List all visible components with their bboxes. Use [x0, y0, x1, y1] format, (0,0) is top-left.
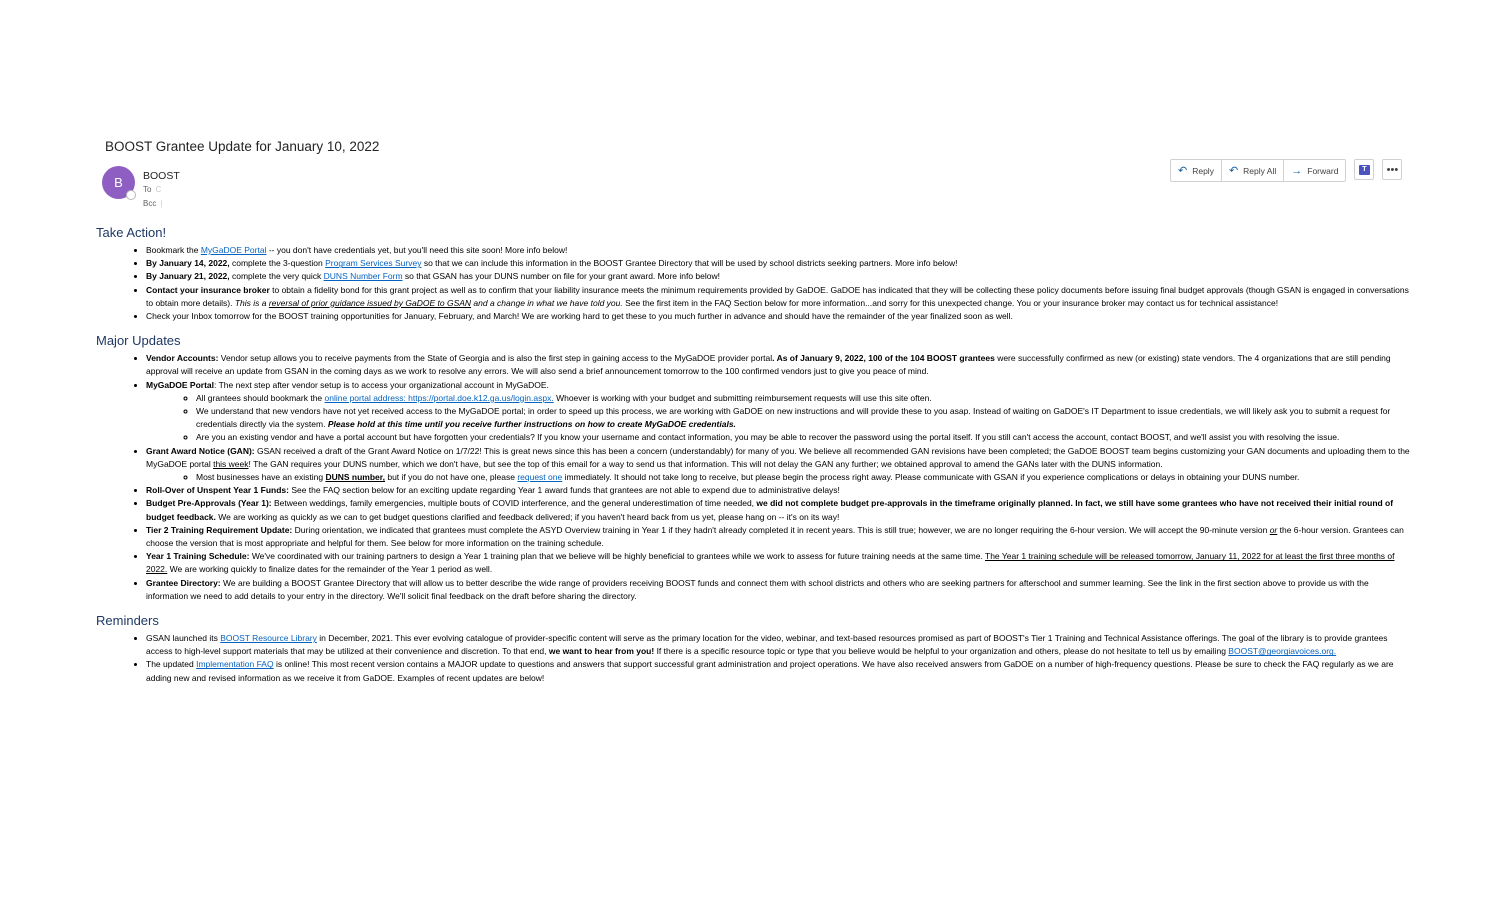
boost-resource-library-link[interactable]: BOOST Resource Library: [220, 633, 317, 644]
message-body: [96, 225, 1410, 695]
major-updates-list: [96, 352, 1410, 603]
sub-list-item: ◦ Are you an existing vendor and have a portal account but have forgotten your credentials? If you know your username and contact information, you may be able to recover the password using the portal itself. If you still can't access the account, contact BOOST, and we'll assist you with resolving the issue.: [196, 431, 1410, 444]
bcc-label: Bcc: [143, 199, 157, 208]
program-services-survey-link[interactable]: Program Services Survey: [325, 258, 422, 269]
reply-button[interactable]: ↶ Reply: [1171, 160, 1222, 181]
recipient-placeholder: C: [155, 185, 162, 194]
mygadoe-portal-link[interactable]: MyGaDOE Portal: [200, 245, 267, 255]
ellipsis-icon: •••: [1386, 163, 1399, 176]
to-line: [143, 185, 161, 194]
forward-icon: →: [1291, 164, 1303, 177]
email-subject: BOOST Grantee Update for January 10, 2022: [105, 139, 380, 154]
list-item: • GSAN launched its BOOST Resource Library in December, 2021. This ever evolving catalogue of provider-specific content will serve as the primary location for the video, webinar, and text-based resources promised as part of BOOST's Tier 1 Training and Technical Assistance offerings. The goal of the library is to provide grantees access to high-level support materials that may be utilized at their convenience and discretion. To that end, we want to hear from you! If there is a specific resource topic or type that you believe would be helpful to your organization and others, please do not hesitate to tell us by emailing BOOST@georgiavoices.org.: [146, 632, 1410, 658]
section-heading-reminders: Reminders: [96, 613, 159, 629]
reply-all-button[interactable]: ↶ Reply All: [1222, 160, 1284, 181]
reply-group: [1170, 159, 1346, 182]
forward-button[interactable]: → Forward: [1291, 164, 1339, 177]
reminders-list: [96, 632, 1410, 685]
sender-name[interactable]: BOOST: [143, 170, 180, 182]
sub-list-item: ◦ Most businesses have an existing DUNS number, but if you do not have one, please request one immediately. It should not take long to receive, but please begin the process right away. Please communicate with GSAN if you experience complications or delays in obtaining your DUNS number.: [196, 471, 1410, 484]
request-duns-link[interactable]: request one: [517, 472, 563, 483]
boost-email-link[interactable]: BOOST@georgiavoices.org.: [1228, 646, 1337, 657]
list-item: • Grantee Directory: We are building a BOOST Grantee Directory that will allow us to better describe the wide range of providers receiving BOOST funds and connect them with school districts and others who are seeking partners for afterschool and summer learning. See the link in the first section above to provide us with the information we need to add details to your entry in the directory. We'll solicit final feedback on the draft before sharing the directory.: [146, 577, 1410, 603]
teams-icon: T: [1359, 165, 1370, 175]
reply-all-icon: ↶: [1228, 165, 1239, 177]
list-item: • Bookmark the MyGaDOE Portal -- you don't have credentials yet, but you'll need this site soon! More info below!: [146, 244, 1410, 257]
bcc-line: [143, 199, 162, 208]
sub-list-item: ◦ We understand that new vendors have not yet received access to the MyGaDOE portal; in order to speed up this process, we are working with GaDOE on new instructions and will provide these to you asap. Instead of waiting on GaDOE's IT Department to issue credentials, we will likely ask you to submit a request for credentials directly via the system. Please hold at this time until you receive further instructions on how to create MyGaDOE credentials.: [196, 405, 1410, 431]
list-item: • Year 1 Training Schedule: We've coordinated with our training partners to design a Year 1 training plan that we believe will be highly beneficial to grantees while we work to assess for future training needs at the same time. The Year 1 training schedule will be released tomorrow, January 11, 2022 for at least the first three months of 2022. We are working quickly to finalize dates for the remainder of the Year 1 period as well.: [146, 550, 1410, 576]
duns-number-form-link[interactable]: DUNS Number Form: [323, 271, 403, 282]
recipient-placeholder: |: [160, 199, 163, 208]
take-action-list: [96, 244, 1410, 323]
implementation-faq-link[interactable]: Implementation FAQ: [196, 659, 274, 670]
list-item: • Tier 2 Training Requirement Update: During orientation, we indicated that grantees must complete the ASYD Overview training in Year 1 if they hadn't already completed it in recent years. This is still true; however, we are no longer requiring the 6-hour version. We will accept the 90-minute version or the 6-hour version. Grantees can choose the version that is most appropriate and helpful for them. See below for more information on the training schedule.: [146, 524, 1410, 550]
list-item: • By January 21, 2022, complete the very quick DUNS Number Form so that GSAN has your DUNS number on file for your grant award. More info below!: [146, 270, 1410, 283]
sub-list: [146, 392, 1410, 445]
more-actions-button[interactable]: [1382, 159, 1402, 180]
sub-list: [146, 471, 1410, 484]
teams-button[interactable]: [1354, 159, 1374, 180]
online-portal-link[interactable]: online portal address: https://portal.doe.k12.ga.us/login.aspx.: [324, 392, 554, 403]
list-item: • By January 14, 2022, complete the 3-question Program Services Survey so that we can include this information in the BOOST Grantee Directory that will be used by school districts seeking partners. More info below!: [146, 257, 1410, 270]
list-item: • Budget Pre-Approvals (Year 1): Between weddings, family emergencies, multiple bouts of COVID interference, and the general underestimation of time needed, we did not complete budget pre-approvals in the timeframe originally planned. In fact, we still have some grantees who have not received their initial round of budget feedback. We are working as quickly as we can to get budget questions clarified and feedback delivered; if you haven't heard back from us yet, please hang on -- it's on its way!: [146, 497, 1410, 523]
list-item: • Grant Award Notice (GAN): GSAN received a draft of the Grant Award Notice on 1/7/22! This is great news since this has been a concern (understandably) for many of you. We believe all recommended GAN revisions have been completed; the GaDOE BOOST team begins customizing your GAN documents and uploading them to the MyGaDOE portal this week! The GAN requires your DUNS number, which we don't have, but see the top of this email for a way to send us that information. This will not delay the GAN any further; we obtained approval to amend the GANs later with the DUNS information. ◦ Most businesses have an existing DUNS number, but if you do not have one, please request one immediately. It should not take long to receive, but please begin the process right away. Please communicate with GSAN if you experience complications or delays in obtaining your DUNS number.: [146, 445, 1410, 485]
list-item: • Roll-Over of Unspent Year 1 Funds: See the FAQ section below for an exciting update regarding Year 1 award funds that grantees are not able to expend due to administrative delays!: [146, 484, 1410, 497]
list-item: • The updated Implementation FAQ is online! This most recent version contains a MAJOR update to questions and answers that support successful grant administration and project operations. We have also received answers from GaDOE on a number of high-frequency questions. Please be sure to check the FAQ regularly as we are adding new and revised information as we receive it from GaDOE. Examples of recent updates are below!: [146, 658, 1410, 684]
section-heading-major-updates: Major Updates: [96, 333, 181, 349]
message-actions: [1170, 159, 1402, 181]
reply-icon: ↶: [1178, 165, 1188, 177]
sub-list-item: ◦ All grantees should bookmark the online portal address: https://portal.doe.k12.ga.us/login.aspx. Whoever is working with your budget and submitting reimbursement requests will use this site often.: [196, 392, 1410, 405]
to-label: To: [143, 185, 152, 194]
section-heading-take-action: Take Action!: [96, 225, 167, 240]
list-item: • Check your Inbox tomorrow for the BOOST training opportunities for January, February, and March! We are working hard to get these to you much further in advance and should have the remainder of the year finalized soon as well.: [146, 310, 1410, 323]
list-item: • Vendor Accounts: Vendor setup allows you to receive payments from the State of Georgia and is also the first step in gaining access to the MyGaDOE provider portal. As of January 9, 2022, 100 of the 104 BOOST grantees were successfully confirmed as new (or existing) state vendors. The 4 organizations that are still pending approval will receive an update from GSAN in the coming days as we work to resolve any errors. We will also send a brief announcement tomorrow to the 100 confirmed vendors just to give you peace of mind.: [146, 352, 1410, 378]
list-item: • MyGaDOE Portal: The next step after vendor setup is to access your organizational account in MyGaDOE. ◦ All grantees should bookmark the online portal address: https://portal.doe.k12.ga.us/login.aspx. Whoever is working with your budget and submitting reimbursement requests will use this site often. ◦ We understand that new vendors have not yet received access to the MyGaDOE portal; in order to speed up this process, we are working with GaDOE on new instructions and will provide these to you asap. Instead of waiting on GaDOE's IT Department to issue credentials, we will likely ask you to submit a request for credentials directly via the system. Please hold at this time until you receive further instructions on how to create MyGaDOE credentials. ◦ Are you an existing vendor and have a portal account but have forgotten your credentials? If you know your username and contact information, you may be able to recover the password using the portal itself. If you still can't access the account, contact BOOST, and we'll assist you with resolving the issue.: [146, 379, 1410, 445]
list-item: • Contact your insurance broker to obtain a fidelity bond for this grant project as well as to confirm that your liability insurance meets the minimum requirements provided by GaDOE. GaDOE has indicated that they will be collecting these policy documents before issuing final budget approvals (though GSAN is engaged in conversations to obtain more details). This is a reversal of prior guidance issued by GaDOE to GSAN and a change in what we have told you. See the first item in the FAQ Section below for more information...and sorry for this unexpected change. You or your insurance broker may contact us for technical assistance!: [146, 284, 1410, 310]
presence-status-icon: [126, 190, 136, 200]
avatar-initial: B: [114, 175, 123, 190]
